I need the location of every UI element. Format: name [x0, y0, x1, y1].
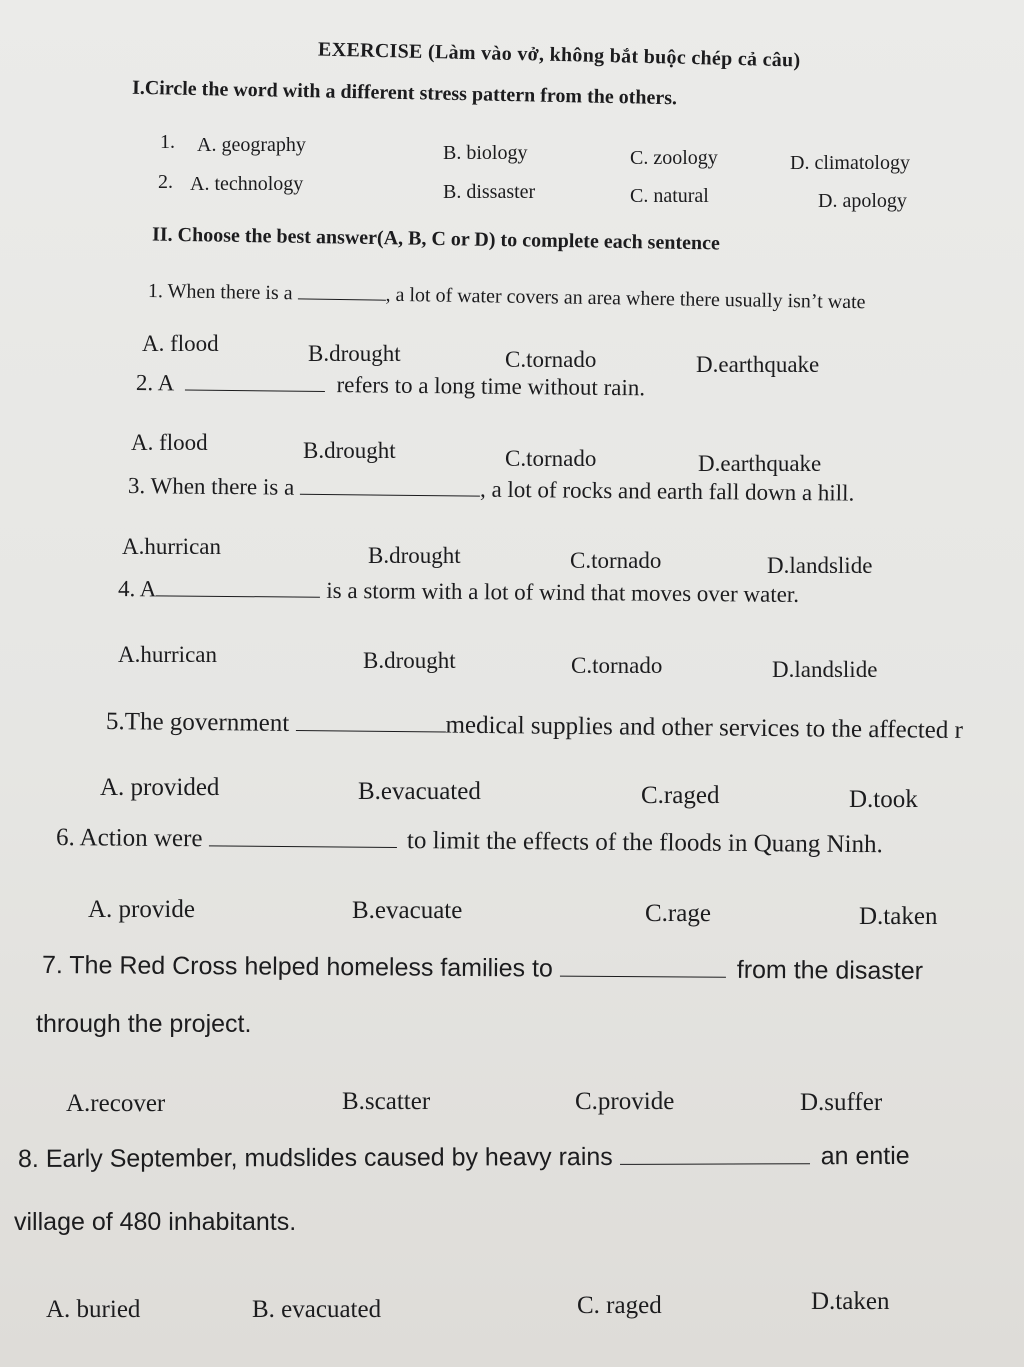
option-b: B.drought	[363, 648, 456, 673]
answer-blank[interactable]	[300, 494, 480, 497]
question-text: 3. When there is a	[127, 473, 295, 500]
option-b: B.drought	[368, 543, 461, 568]
option-c: C. zoology	[630, 147, 718, 169]
option-d: D. climatology	[790, 152, 910, 174]
question-sentence	[118, 576, 799, 608]
option-b: B. evacuated	[252, 1296, 382, 1323]
option-a: A. flood	[142, 331, 219, 356]
option-a: A.hurrican	[118, 642, 217, 667]
answer-blank[interactable]	[295, 730, 445, 733]
question-text: is a storm with a lot of wind that moves over water.	[326, 577, 800, 607]
option-b: B. biology	[443, 142, 528, 164]
exercise-title: EXERCISE (Làm vào vở, không bắt buộc chép cả câu)	[317, 38, 801, 72]
answer-blank[interactable]	[620, 1163, 810, 1165]
question-sentence	[42, 951, 923, 986]
option-b: B. dissaster	[443, 181, 536, 203]
option-a: A. geography	[197, 134, 306, 156]
option-d: D.earthquake	[696, 352, 820, 377]
question-text: , a lot of water covers an area where there usually isn’t wate	[385, 283, 866, 314]
option-d: D.landslide	[767, 553, 873, 578]
option-d: D. apology	[818, 190, 907, 212]
option-d: D.earthquake	[698, 451, 822, 476]
question-text: 7. The Red Cross helped homeless families to	[41, 951, 553, 983]
question-text: 1. When there is a	[147, 280, 293, 305]
question-text: 6. Action were	[55, 824, 203, 853]
option-a: A.recover	[66, 1090, 166, 1117]
option-a: A. technology	[190, 173, 304, 195]
option-c: C.provide	[575, 1088, 675, 1115]
question-sentence	[128, 473, 855, 507]
option-c: C.rage	[645, 900, 711, 927]
answer-blank[interactable]	[297, 298, 385, 300]
option-c: C.tornado	[505, 347, 597, 372]
question-text-line2: village of 480 inhabitants.	[14, 1208, 297, 1236]
question-number: 2.	[158, 171, 173, 193]
option-c: C. natural	[630, 185, 709, 207]
answer-blank[interactable]	[156, 595, 320, 597]
option-c: C.raged	[641, 782, 720, 809]
question-sentence	[106, 708, 963, 745]
option-a: A. provided	[100, 774, 220, 801]
question-text: 5.The government	[105, 708, 290, 737]
answer-blank[interactable]	[185, 390, 325, 392]
question-text: 2. A	[135, 370, 174, 396]
question-sentence	[18, 1142, 910, 1174]
question-text: 8. Early September, mudslides caused by heavy rains	[17, 1142, 613, 1173]
option-d: D.suffer	[800, 1089, 883, 1116]
option-a: A. provide	[88, 896, 195, 923]
question-number: 1.	[160, 131, 175, 153]
option-c: C. raged	[577, 1292, 662, 1319]
option-c: C.tornado	[570, 548, 662, 573]
option-d: D.taken	[811, 1288, 890, 1315]
answer-blank[interactable]	[209, 845, 397, 848]
answer-blank[interactable]	[560, 976, 726, 978]
question-sentence	[56, 824, 883, 859]
option-b: B.evacuated	[358, 778, 481, 805]
option-d: D.took	[849, 786, 918, 813]
question-text: to limit the effects of the floods in Quang Ninh.	[406, 827, 883, 859]
question-text: refers to a long time without rain.	[336, 372, 646, 401]
option-b: B.evacuate	[352, 897, 463, 924]
option-a: A. flood	[131, 430, 208, 455]
option-a: A. buried	[46, 1296, 141, 1323]
option-c: C.tornado	[571, 653, 663, 678]
option-b: B.drought	[308, 341, 401, 366]
question-sentence	[148, 280, 866, 314]
option-c: C.tornado	[505, 446, 597, 471]
question-text: , a lot of rocks and earth fall down a hill.	[479, 476, 855, 506]
option-b: B.drought	[303, 438, 396, 463]
question-text-line2: through the project.	[36, 1010, 252, 1038]
question-text: from the disaster	[736, 955, 924, 986]
part2-heading: II. Choose the best answer(A, B, C or D) to complete each sentence	[151, 223, 721, 255]
option-b: B.scatter	[342, 1088, 431, 1115]
option-d: D.landslide	[772, 657, 878, 682]
part1-heading: I.Circle the word with a different stress pattern from the others.	[131, 76, 678, 110]
question-text: 4. A	[117, 576, 157, 602]
question-text: medical supplies and other services to the affected r	[445, 711, 964, 744]
question-text: an entie	[820, 1141, 910, 1171]
question-sentence	[136, 370, 645, 401]
option-d: D.taken	[859, 903, 938, 930]
option-a: A.hurrican	[122, 534, 221, 559]
